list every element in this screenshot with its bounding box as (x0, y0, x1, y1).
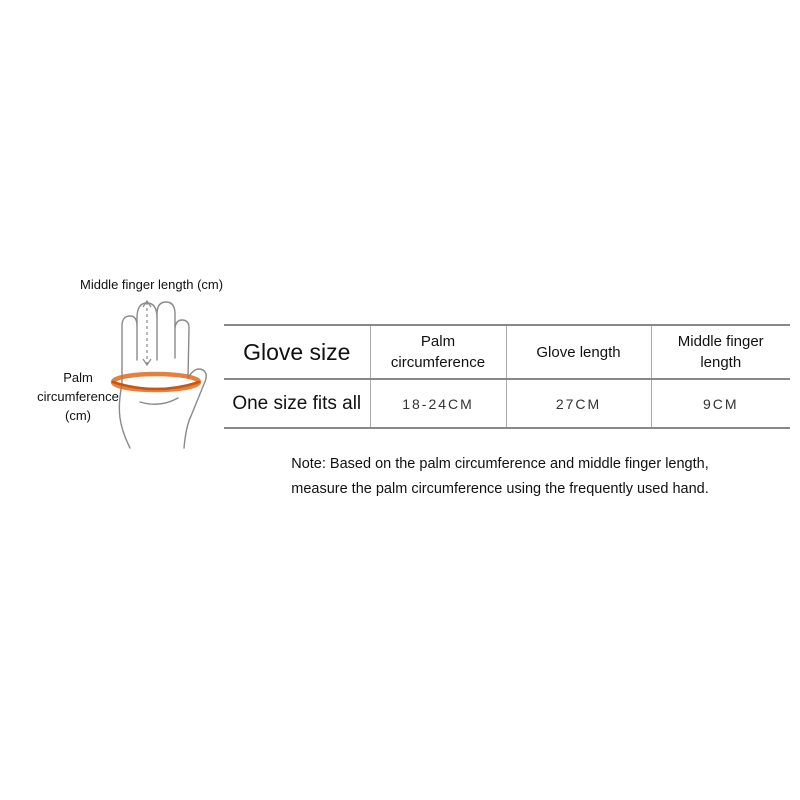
note-line-2: measure the palm circumference using the frequently used hand. (291, 481, 709, 497)
palm-crease (140, 398, 178, 404)
cell-size: One size fits all (224, 379, 370, 428)
header-glove-length: Glove length (506, 325, 651, 379)
cell-palm: 18-24CM (370, 379, 506, 428)
cell-glove-length: 27CM (506, 379, 651, 428)
header-palm-circumference (370, 325, 506, 379)
note (230, 452, 770, 502)
header-middle-finger-length (651, 325, 790, 379)
finger-crease (137, 318, 175, 360)
header-middle-finger-text: Middle finger length (677, 333, 764, 371)
table-row (224, 379, 790, 428)
cell-middle-finger: 9CM (651, 379, 790, 428)
middle-finger-length-label: Middle finger length (cm) (80, 277, 224, 292)
hand-diagram (100, 298, 212, 450)
header-palm-text: Palm circumference (390, 333, 486, 371)
note-line-1: Note: Based on the palm circumference and middle finger length, (291, 456, 709, 472)
size-table (224, 324, 790, 429)
palm-measure-band (113, 374, 199, 390)
finger-length-arrow (143, 301, 151, 365)
palm-circumference-label: Palm circumference (cm) (37, 370, 119, 423)
hand-outline-left (119, 384, 130, 448)
header-glove-size: Glove size (224, 325, 370, 379)
table-header-row (224, 325, 790, 379)
